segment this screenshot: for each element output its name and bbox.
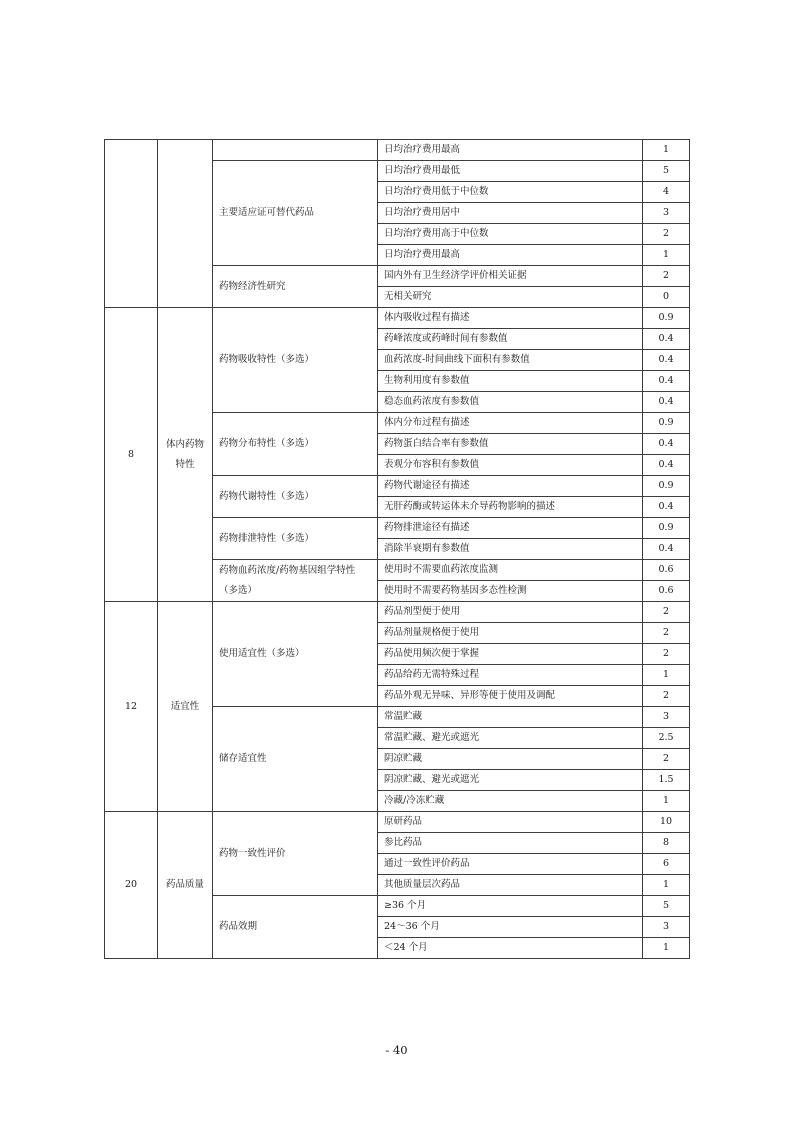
item-label-cell: [213, 896, 378, 959]
item-label: 药物吸收特性（多选）: [219, 354, 315, 365]
group-category-label: 药品质量: [165, 879, 204, 890]
score-cell: 2: [643, 224, 690, 245]
criterion-cell: 常温贮藏: [378, 707, 643, 728]
score-cell: 2: [643, 602, 690, 623]
score-cell: 4: [643, 182, 690, 203]
score-cell: 2: [643, 266, 690, 287]
criterion-cell: 消除半衰期有参数值: [378, 539, 643, 560]
score-cell: 2: [643, 623, 690, 644]
item-label-cell: [213, 476, 378, 518]
group-category-cell: [158, 812, 213, 959]
criterion-cell: 通过一致性评价药品: [378, 854, 643, 875]
criterion-cell: 日均治疗费用高于中位数: [378, 224, 643, 245]
item-label-cell: [213, 266, 378, 308]
criterion-cell: 日均治疗费用低于中位数: [378, 182, 643, 203]
criterion-cell: 药物代谢途径有描述: [378, 476, 643, 497]
criterion-cell: 日均治疗费用居中: [378, 203, 643, 224]
score-cell: 1: [643, 875, 690, 896]
score-cell: 0.9: [643, 476, 690, 497]
score-cell: 2: [643, 749, 690, 770]
criterion-cell: 药物蛋白结合率有参数值: [378, 434, 643, 455]
group-category-cell: [158, 602, 213, 812]
group-category-label: 适宜性: [170, 700, 200, 712]
item-label-cell: [213, 413, 378, 476]
criterion-cell: 日均治疗费用最低: [378, 161, 643, 182]
score-cell: 0.4: [643, 329, 690, 350]
score-cell: 0.4: [643, 434, 690, 455]
group-seq-cell: 8: [105, 308, 158, 602]
score-cell: 0.4: [643, 539, 690, 560]
score-cell: 3: [643, 707, 690, 728]
score-cell: 8: [643, 833, 690, 854]
criterion-cell: 药品给药无需特殊过程: [378, 665, 643, 686]
score-cell: 0.9: [643, 518, 690, 539]
score-cell: 0: [643, 287, 690, 308]
group-category-label: 体内药物特性: [165, 438, 204, 470]
table-row: [105, 308, 690, 329]
criterion-cell: 原研药品: [378, 812, 643, 833]
score-cell: 0.6: [643, 581, 690, 602]
item-label-cell: [213, 602, 378, 707]
group-category-cell: [158, 308, 213, 602]
criterion-cell: 药品剂型便于使用: [378, 602, 643, 623]
item-label: 药物血药浓度/药物基因组学特性（多选）: [219, 564, 356, 596]
item-label-cell: [213, 161, 378, 266]
score-cell: 0.6: [643, 560, 690, 581]
item-label: 药物一致性评价: [219, 847, 286, 859]
item-label-cell: [213, 518, 378, 560]
item-label: 药品效期: [219, 921, 258, 932]
score-cell: 1.5: [643, 770, 690, 791]
score-cell: 0.4: [643, 497, 690, 518]
score-cell: 5: [643, 161, 690, 182]
group-seq-cell: 20: [105, 812, 158, 959]
score-cell: 0.9: [643, 413, 690, 434]
criterion-cell: 药品外观无异味、异形等便于使用及调配: [378, 686, 643, 707]
item-label: 药物经济性研究: [219, 280, 286, 292]
score-cell: 3: [643, 203, 690, 224]
group-seq-cell: 12: [105, 602, 158, 812]
item-label: 主要适应证可替代药品: [219, 207, 315, 218]
criterion-cell: ≥36 个月: [378, 896, 643, 917]
score-cell: 1: [643, 140, 690, 161]
criterion-cell: 药品使用频次便于掌握: [378, 644, 643, 665]
criterion-cell: 国内外有卫生经济学评价相关证据: [378, 266, 643, 287]
criterion-cell: 稳态血药浓度有参数值: [378, 392, 643, 413]
table-row: [105, 602, 690, 623]
criterion-cell: ＜24 个月: [378, 938, 643, 959]
criterion-cell: 使用时不需要血药浓度监测: [378, 560, 643, 581]
score-cell: 0.9: [643, 308, 690, 329]
criterion-cell: 阴凉贮藏: [378, 749, 643, 770]
score-cell: 0.4: [643, 371, 690, 392]
group-category-cell: [158, 140, 213, 308]
score-cell: 2: [643, 686, 690, 707]
criterion-cell: 体内分布过程有描述: [378, 413, 643, 434]
item-label-cell: [213, 560, 378, 602]
group-seq-cell: [105, 140, 158, 308]
criterion-cell: 其他质量层次药品: [378, 875, 643, 896]
score-cell: 1: [643, 245, 690, 266]
table-row: [105, 140, 690, 161]
criterion-cell: 常温贮藏、避光或遮光: [378, 728, 643, 749]
criterion-cell: 日均治疗费用最高: [378, 140, 643, 161]
criterion-cell: 表观分布容积有参数值: [378, 455, 643, 476]
score-cell: 0.4: [643, 392, 690, 413]
criterion-cell: 日均治疗费用最高: [378, 245, 643, 266]
item-label-cell: [213, 812, 378, 896]
score-cell: 1: [643, 665, 690, 686]
score-cell: 0.4: [643, 455, 690, 476]
criterion-cell: 冷藏/冷冻贮藏: [378, 791, 643, 812]
item-label: 使用适宜性（多选）: [219, 648, 305, 659]
score-cell: 2: [643, 644, 690, 665]
item-label-cell: [213, 308, 378, 413]
score-cell: 2.5: [643, 728, 690, 749]
score-cell: 6: [643, 854, 690, 875]
item-label: 药物分布特性（多选）: [219, 438, 315, 449]
item-label: 药物排泄特性（多选）: [219, 532, 315, 544]
scoring-table: [104, 139, 690, 959]
score-cell: 10: [643, 812, 690, 833]
score-cell: 5: [643, 896, 690, 917]
criterion-cell: 药品剂量规格便于使用: [378, 623, 643, 644]
criterion-cell: 参比药品: [378, 833, 643, 854]
criterion-cell: 阴凉贮藏、避光或遮光: [378, 770, 643, 791]
page-number: - 40: [385, 1043, 408, 1057]
item-label-cell: [213, 707, 378, 812]
score-cell: 3: [643, 917, 690, 938]
item-label: 药物代谢特性（多选）: [219, 490, 315, 502]
criterion-cell: 生物利用度有参数值: [378, 371, 643, 392]
criterion-cell: 无相关研究: [378, 287, 643, 308]
criterion-cell: 使用时不需要药物基因多态性检测: [378, 581, 643, 602]
criterion-cell: 药峰浓度或药峰时间有参数值: [378, 329, 643, 350]
criterion-cell: 无肝药酶或转运体未介导药物影响的描述: [378, 497, 643, 518]
table-row: [105, 812, 690, 833]
criterion-cell: 24～36 个月: [378, 917, 643, 938]
criterion-cell: 药物排泄途径有描述: [378, 518, 643, 539]
score-cell: 1: [643, 938, 690, 959]
item-label: 储存适宜性: [219, 753, 267, 764]
criterion-cell: 血药浓度-时间曲线下面积有参数值: [378, 350, 643, 371]
criterion-cell: 体内吸收过程有描述: [378, 308, 643, 329]
item-label-cell: [213, 140, 378, 161]
score-cell: 0.4: [643, 350, 690, 371]
score-cell: 1: [643, 791, 690, 812]
